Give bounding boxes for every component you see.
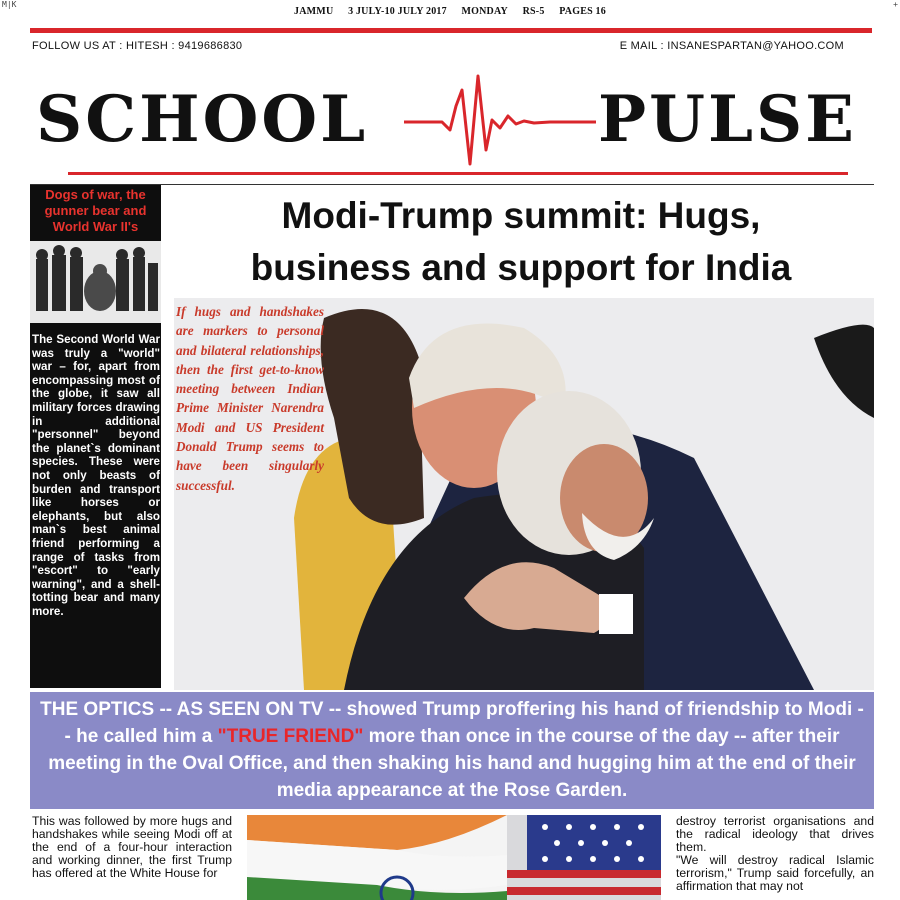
- optics-text-2: more than once in the course of the day -- after their meeting in the Oval Office, and then shaking his hand and hugging him at the end of their media appearance at the Rose Garden.: [48, 726, 856, 801]
- masthead: [0, 72, 900, 172]
- sidebar-body: The Second World War was truly a "world" war – for, apart from encompassing most of the globe, it saw all military forces drawing in additional "personnel" beyond the planet`s dominant species. These were not only beasts of burden and transport like horses or elephants, but also man`s best animal friend performing a range of tasks from "escort" to "early warning", and a shell-totting bear and many more.: [32, 333, 160, 618]
- optics-highlight: "TRUE FRIEND": [217, 726, 364, 747]
- masthead-pulse: PULSE: [598, 82, 857, 157]
- column-3-text: [676, 815, 874, 893]
- sidebar-photo-soldiers: [30, 241, 161, 323]
- main-headline: [168, 190, 874, 294]
- follow-us-text: FOLLOW US AT : HITESH : 9419686830: [32, 40, 243, 52]
- headline-line-1: Modi-Trump summit: Hugs,: [281, 195, 761, 236]
- heartbeat-pulse-icon: [400, 72, 600, 172]
- sidebar-title: Dogs of war, the gunner bear and World War II's: [30, 185, 161, 241]
- column-3-paragraph-1: destroy terrorist organisations and the radical ideology that drives them.: [676, 814, 874, 854]
- dateline-dates: 3 JULY-10 JULY 2017: [348, 6, 447, 17]
- dateline: [0, 6, 900, 17]
- dateline-pages: PAGES 16: [559, 6, 606, 17]
- crop-mark-left: M|K: [2, 0, 17, 9]
- sidebar-story: [30, 185, 161, 688]
- email-text: E MAIL : INSANESPARTAN@YAHOO.COM: [619, 40, 844, 52]
- crop-mark-right: +: [893, 0, 898, 9]
- optics-band: [30, 692, 874, 809]
- top-red-rule: [30, 28, 872, 33]
- masthead-red-rule: [68, 172, 848, 175]
- column-3-paragraph-2: "We will destroy radical Islamic terrorism," Trump said forcefully, an affirmation that may not: [676, 853, 874, 893]
- masthead-school: SCHOOL: [36, 82, 369, 157]
- dateline-day: MONDAY: [461, 6, 508, 17]
- dateline-price: RS-5: [522, 6, 545, 17]
- column-1-text: This was followed by more hugs and handshakes while seeing Modi off at the end of a four-hour interaction and working dinner, the first Trump has offered at the White House for: [32, 814, 232, 880]
- dateline-place: JAMMU: [294, 6, 334, 17]
- flags-photo: [247, 815, 661, 900]
- headline-line-2: business and support for India: [250, 247, 792, 288]
- optics-text-1: THE OPTICS -- AS SEEN ON TV -- showed Trump proffering his hand of friendship to Modi -- he called him a: [40, 699, 864, 747]
- lede-text: If hugs and handshakes are markers to personal and bilateral relationships, then the first get-to-know meeting between Indian Prime Minister Narendra Modi and US President Donald Trump seems to have been singularly successful.: [176, 304, 324, 493]
